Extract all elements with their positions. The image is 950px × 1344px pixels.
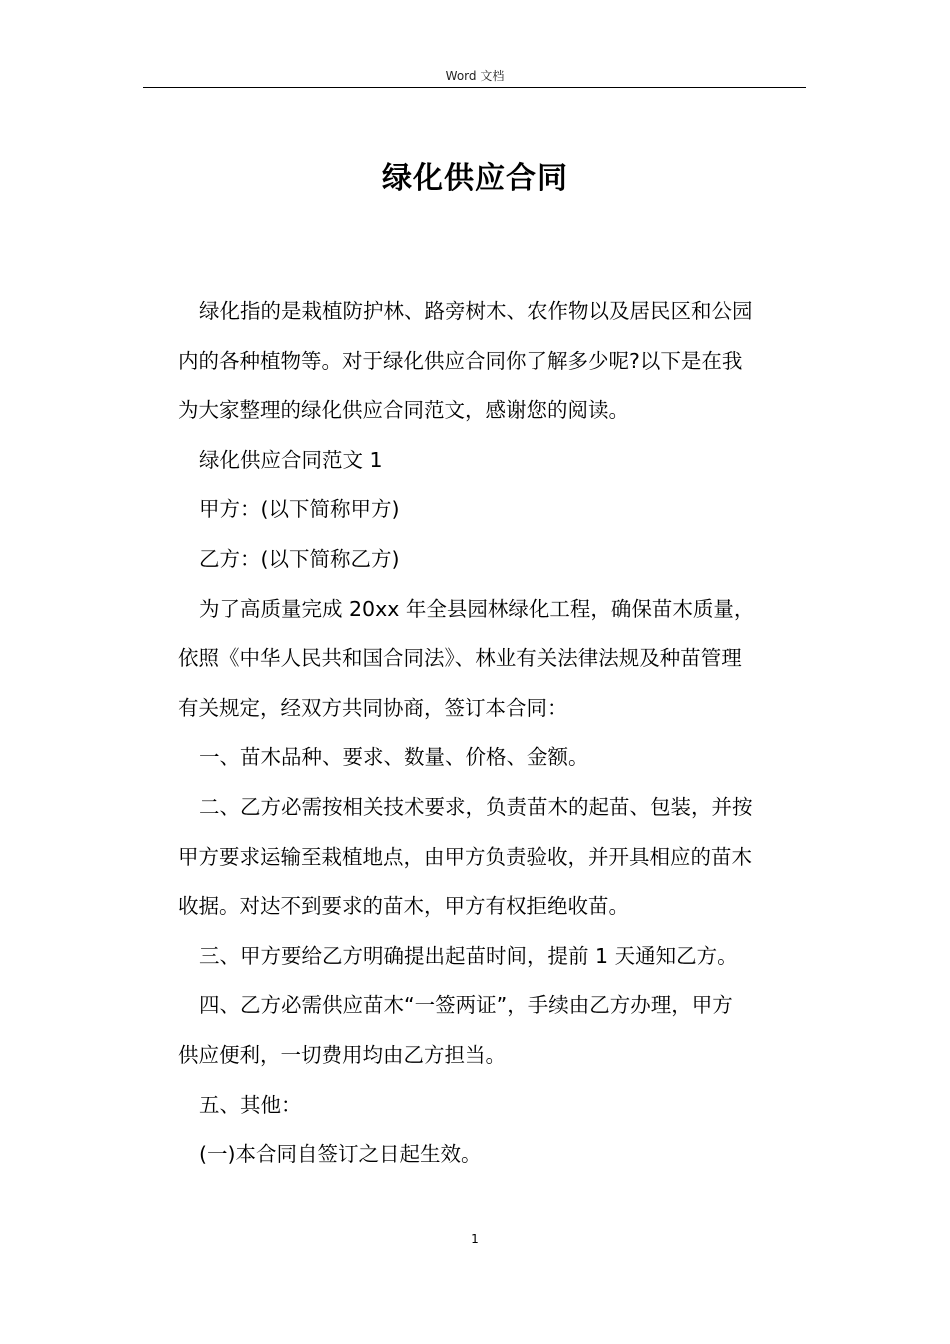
- document-title: 绿化供应合同: [382, 161, 568, 196]
- body-line: 甲方要求运输至栽植地点，由甲方负责验收，并开具相应的苗木: [178, 844, 752, 869]
- body-line: 为大家整理的绿化供应合同范文，感谢您的阅读。: [178, 398, 629, 423]
- body-line: 为了高质量完成 20xx 年全县园林绿化工程，确保苗木质量，: [199, 596, 755, 621]
- body-line: 供应便利，一切费用均由乙方担当。: [178, 1042, 506, 1067]
- body-line: 依照《中华人民共和国合同法》、林业有关法律法规及种苗管理: [178, 646, 742, 671]
- body-line: 绿化供应合同范文 1: [199, 447, 383, 472]
- body-line: 二、乙方必需按相关技术要求，负责苗木的起苗、包装，并按: [199, 794, 753, 819]
- header-label: Word 文档: [445, 69, 505, 83]
- body-line: 甲方：(以下简称甲方): [199, 497, 400, 522]
- header-divider: [143, 87, 806, 88]
- body-line: 五、其他：: [199, 1092, 302, 1117]
- body-line: 内的各种植物等。对于绿化供应合同你了解多少呢?以下是在我: [178, 348, 743, 373]
- document-body: [178, 287, 804, 1180]
- body-line: 有关规定，经双方共同协商，签订本合同：: [178, 695, 568, 720]
- body-line: 四、乙方必需供应苗木“一签两证”，手续由乙方办理，甲方: [199, 993, 733, 1018]
- body-line: 绿化指的是栽植防护林、路旁树木、农作物以及居民区和公园: [199, 299, 753, 323]
- page-number: 1: [471, 1232, 479, 1246]
- body-line: 一、苗木品种、要求、数量、价格、金额。: [199, 745, 589, 770]
- body-line: 三、甲方要给乙方明确提出起苗时间，提前 1 天通知乙方。: [199, 943, 738, 968]
- body-line: 收据。对达不到要求的苗木，甲方有权拒绝收苗。: [178, 894, 629, 919]
- body-line: (一)本合同自签订之日起生效。: [199, 1142, 482, 1167]
- body-line: 乙方：(以下简称乙方): [199, 546, 400, 571]
